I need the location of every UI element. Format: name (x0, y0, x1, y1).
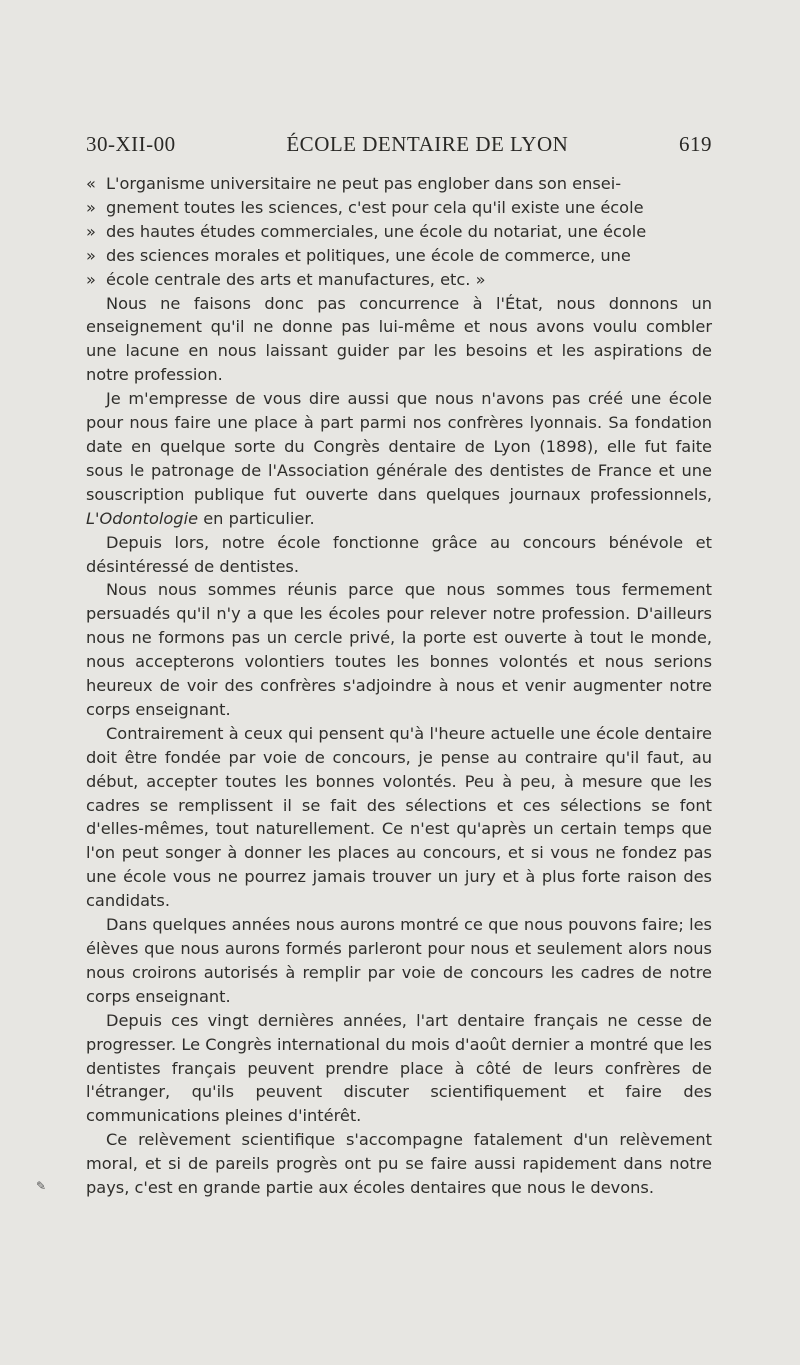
ink-speck-mark: ✎ (36, 1179, 47, 1193)
paragraph: Contrairement à ceux qui pensent qu'à l'heure actuelle une école dentaire doit être fondée par voie de concours, je pense au contraire qu'il faut, au début, accepter toutes les bonnes volontés. Peu à peu, à mesure que les cadres se remplissent il se fait des sélections et ces sélections se font d'elles-mêmes, tout naturellement. Ce n'est qu'après un certain temps que l'on peut songer à donner les places au concours, et si vous ne fondez pas une école vous ne pourrez jamais trouver un jury et à plus forte raison des candidats. (86, 723, 712, 911)
quote-line: « L'organisme universitaire ne peut pas englober dans son ensei- (86, 174, 622, 193)
paragraph: Depuis ces vingt dernières années, l'art dentaire français ne cesse de progresser. Le Congrès international du mois d'août dernier a montré que les dentistes français peuvent prendre place à côté de leurs confrères de l'étranger, qu'ils peuvent discuter scientifiquement et faire des communications pleines d'intérêt. (86, 1010, 712, 1126)
paragraph: Ce relèvement scientifique s'accompagne fatalement d'un relèvement moral, et si de pareils progrès ont pu se faire aussi rapidement dans notre pays, c'est en grande partie aux écoles dentaires que nous le devons. (86, 1130, 712, 1198)
quote-line: » école centrale des arts et manufactures, etc. » (86, 269, 486, 289)
quote-line: » des sciences morales et politiques, une école de commerce, une (86, 245, 631, 265)
quote-line: » des hautes études commerciales, une école du notariat, une école (86, 221, 647, 241)
header-date: 30-XII-00 (86, 132, 176, 156)
running-header (86, 132, 712, 157)
paragraph: Nous nous sommes réunis parce que nous sommes tous fermement persuadés qu'il n'y a que les écoles pour relever notre profession. D'ailleurs nous ne formons pas un cercle privé, la porte est ouverte à tout le monde, nous accepterons volontiers toutes les bonnes volontés et nous serions heureux de voir des confrères s'adjoindre à nous et venir augmenter notre corps enseignant. (86, 580, 712, 719)
paragraph: Je m'empresse de vous dire aussi que nous n'avons pas créé une école pour nous faire une place à part parmi nos confrères lyonnais. Sa fondation date en quelque sorte du Congrès dentaire de Lyon (1898), elle fut faite sous le patronage de l'Association générale des dentistes de France et une souscription publique fut ouverte dans quelques journaux professionnels, L'Odontologie en particulier. (86, 389, 712, 528)
page-number: 619 (679, 132, 712, 156)
journal-title: L'Odontologie (86, 508, 199, 528)
quote-line: » gnement toutes les sciences, c'est pour cela qu'il existe une école (86, 197, 644, 217)
paragraph: Depuis lors, notre école fonctionne grâce au concours bénévole et désintéressé de dentistes. (86, 532, 712, 576)
header-title: ÉCOLE DENTAIRE DE LYON (286, 132, 569, 156)
body-text (86, 172, 712, 1200)
paragraph: Nous ne faisons donc pas concurrence à l'État, nous donnons un enseignement qu'il ne donne pas lui-même et nous avons voulu combler une lacune en nous laissant guider par les besoins et les aspirations de notre profession. (86, 293, 712, 385)
paragraph: Dans quelques années nous aurons montré ce que nous pouvons faire; les élèves que nous aurons formés parleront pour nous et seulement alors nous nous croirons autorisés à remplir par voie de concours les cadres de notre corps enseignant. (86, 915, 712, 1006)
